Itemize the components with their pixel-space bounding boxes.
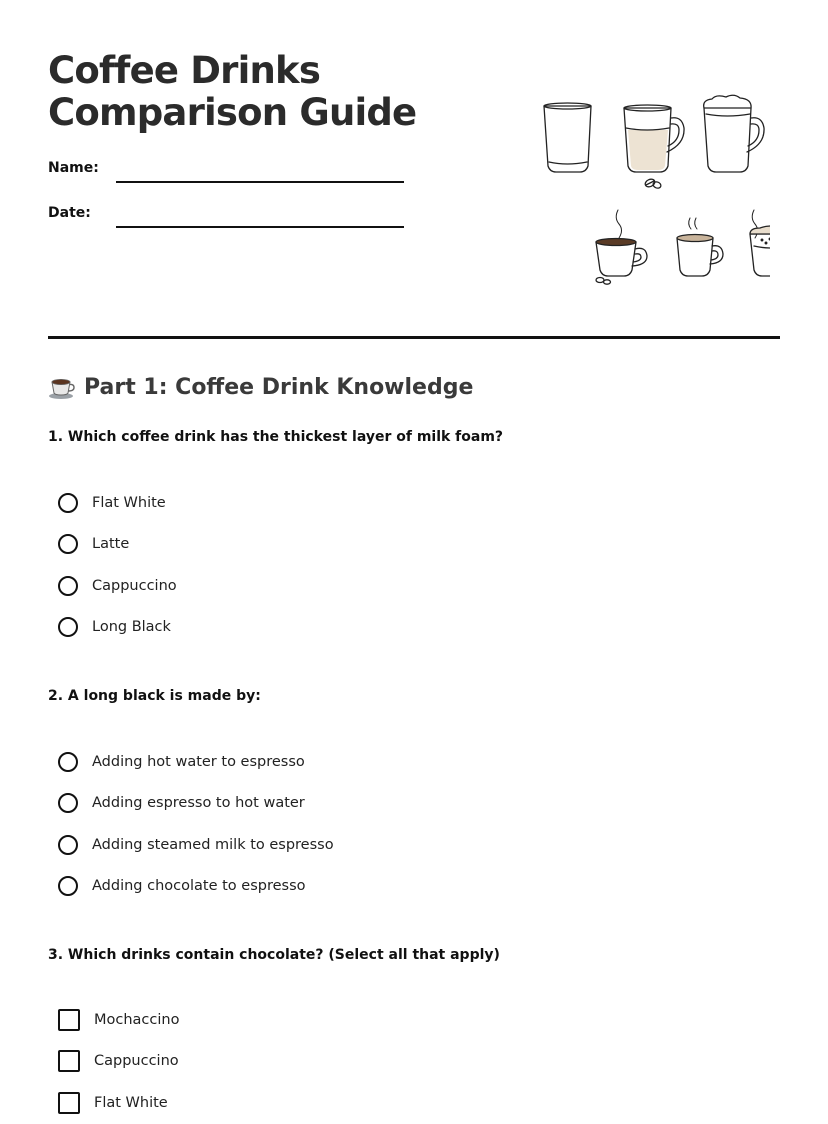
- part-1-heading: [48, 374, 473, 400]
- question-1: 1. Which coffee drink has the thickest layer of milk foam?: [48, 429, 504, 445]
- option-label: Latte: [92, 536, 130, 553]
- worksheet-page: [48, 0, 780, 1118]
- radio-button[interactable]: [58, 617, 78, 637]
- option-label: Cappuccino: [94, 1053, 179, 1070]
- option-label: Adding steamed milk to espresso: [92, 836, 334, 853]
- option-espresso-to-hot-water[interactable]: [58, 783, 334, 825]
- name-label: Name:: [48, 160, 99, 176]
- date-label: Date:: [48, 205, 91, 221]
- option-mochaccino[interactable]: [58, 999, 179, 1041]
- question-3-options: [58, 999, 179, 1124]
- name-field[interactable]: [48, 160, 408, 190]
- title-line-2: Comparison Guide: [48, 91, 417, 134]
- coffee-drinks-illustration: [540, 94, 770, 290]
- option-cappuccino[interactable]: [58, 1041, 179, 1083]
- question-1-options: [58, 482, 177, 648]
- option-long-black[interactable]: [58, 607, 177, 649]
- option-label: Flat White: [94, 1094, 168, 1111]
- radio-button[interactable]: [58, 534, 78, 554]
- flat-white-cup-icon: [677, 218, 723, 276]
- title-line-1: Coffee Drinks: [48, 49, 321, 92]
- date-input-line[interactable]: [116, 226, 404, 228]
- radio-button[interactable]: [58, 493, 78, 513]
- option-flat-white[interactable]: [58, 482, 177, 524]
- checkbox[interactable]: [58, 1092, 80, 1114]
- checkbox[interactable]: [58, 1050, 80, 1072]
- coffee-cup-icon: [48, 374, 76, 400]
- option-hot-water-to-espresso[interactable]: [58, 741, 334, 783]
- option-label: Adding espresso to hot water: [92, 795, 305, 812]
- option-cappuccino[interactable]: [58, 565, 177, 607]
- radio-button[interactable]: [58, 752, 78, 772]
- cappuccino-glass-icon: [750, 210, 770, 276]
- name-input-line[interactable]: [116, 181, 404, 183]
- option-steamed-milk-to-espresso[interactable]: [58, 824, 334, 866]
- option-latte[interactable]: [58, 524, 177, 566]
- option-label: Adding chocolate to espresso: [92, 878, 306, 895]
- radio-button[interactable]: [58, 876, 78, 896]
- part-1-title: Part 1: Coffee Drink Knowledge: [84, 374, 474, 400]
- latte-glass-mug-icon: [624, 105, 684, 172]
- question-2: 2. A long black is made by:: [48, 688, 261, 704]
- option-chocolate-to-espresso[interactable]: [58, 866, 334, 908]
- date-field[interactable]: [48, 205, 408, 235]
- section-divider: [48, 336, 780, 339]
- page-title: [48, 50, 518, 134]
- option-flat-white[interactable]: [58, 1082, 179, 1124]
- checkbox[interactable]: [58, 1009, 80, 1031]
- question-3: 3. Which drinks contain chocolate? (Select all that apply): [48, 947, 500, 963]
- option-label: Cappuccino: [92, 577, 177, 594]
- steaming-coffee-cup-icon: [596, 210, 647, 284]
- option-label: Long Black: [92, 619, 171, 636]
- tall-glass-icon: [544, 103, 591, 172]
- foamy-glass-mug-icon: [704, 95, 764, 172]
- radio-button[interactable]: [58, 835, 78, 855]
- radio-button[interactable]: [58, 793, 78, 813]
- question-2-options: [58, 741, 334, 907]
- option-label: Flat White: [92, 494, 166, 511]
- option-label: Adding hot water to espresso: [92, 753, 305, 770]
- radio-button[interactable]: [58, 576, 78, 596]
- coffee-bean-icon: [644, 178, 662, 189]
- option-label: Mochaccino: [94, 1011, 180, 1028]
